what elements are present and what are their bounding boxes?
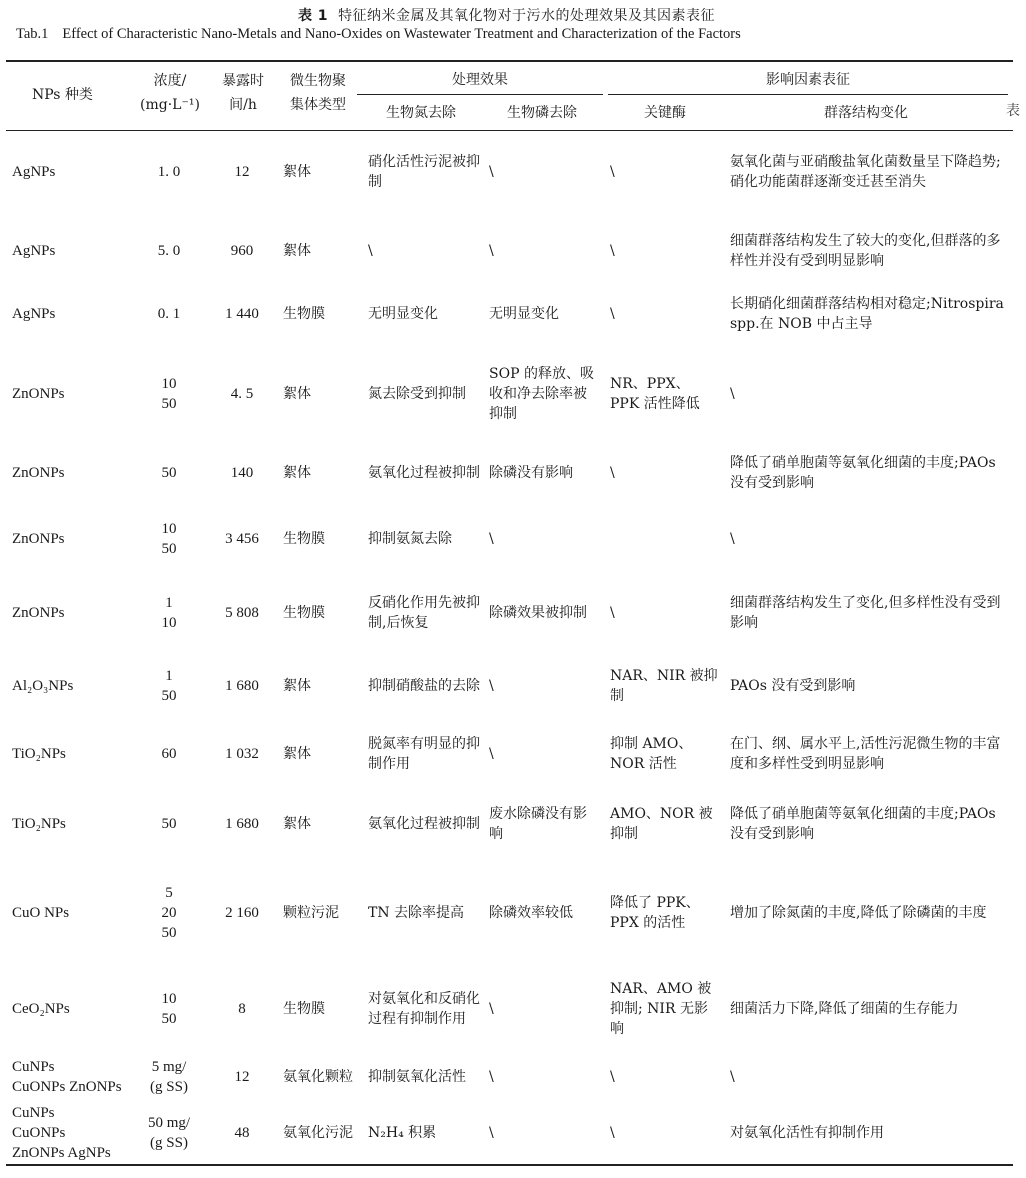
- table-cell-type: [283, 654, 361, 718]
- table-cell-np: [12, 208, 122, 294]
- cell-text: 颗粒污泥: [283, 905, 339, 921]
- header-bottom-rule: [6, 130, 1013, 131]
- header-treatment-effect: 处理效果: [452, 72, 508, 88]
- table-cell-community: [730, 1050, 1006, 1104]
- table-row: [0, 440, 1013, 506]
- table-cell-n: [368, 968, 480, 1050]
- table-cell-type: [283, 572, 361, 654]
- cell-text: TiO₂NPs: [12, 746, 66, 762]
- cell-text: 生物膜: [283, 1001, 325, 1017]
- cell-text: 抑制氨氮去除: [368, 531, 452, 547]
- cell-text: 增加了除氮菌的丰度,降低了除磷菌的丰度: [730, 905, 987, 921]
- table-cell-community: [730, 440, 1006, 506]
- table-cell-conc: [120, 1050, 218, 1104]
- cell-text: \: [610, 306, 615, 322]
- cell-text: \: [610, 1069, 615, 1085]
- cell-text: \: [489, 1001, 494, 1017]
- table-cell-time: [214, 572, 270, 654]
- cell-text: \: [489, 164, 494, 180]
- table-cell-n: [368, 718, 480, 790]
- cell-text: 絮体: [283, 746, 311, 762]
- table-cell-type: [283, 440, 361, 506]
- table-cell-community: [730, 718, 1006, 790]
- cell-text: \: [730, 1069, 735, 1085]
- table-cell-enzyme: [610, 858, 718, 968]
- cell-text: \: [610, 605, 615, 621]
- cell-text: 氨氧化过程被抑制: [368, 816, 480, 832]
- table-cell-p: [489, 718, 599, 790]
- cell-text: 降低了 PPK、PPX 的活性: [610, 895, 700, 931]
- table-cell-n: [368, 348, 480, 440]
- table-cell-np: [12, 136, 122, 208]
- table-cell-conc: [120, 858, 218, 968]
- cell-text: 氨氧化过程被抑制: [368, 465, 480, 481]
- cell-text: 1. 0: [157, 164, 181, 180]
- table-cell-community: [730, 968, 1006, 1050]
- cell-text: SOP 的释放、吸收和净去除率被抑制: [489, 366, 594, 422]
- table-caption-chinese: [0, 5, 1013, 25]
- table-cell-time: [214, 718, 270, 790]
- cell-text: CeO₂NPs: [12, 1001, 70, 1017]
- cell-text: 1 032: [225, 746, 259, 762]
- table-cell-community: [730, 506, 1006, 572]
- table-cell-time: [214, 1104, 270, 1162]
- cell-text: 3 456: [225, 531, 259, 547]
- table-cell-p: [489, 858, 599, 968]
- table-cell-community: [730, 858, 1006, 968]
- table-cell-n: [368, 790, 480, 858]
- table-cell-enzyme: [610, 136, 718, 208]
- table-cell-conc: [120, 348, 218, 440]
- table-cell-time: [214, 348, 270, 440]
- cell-text: CuNPs CuONPs ZnONPs: [12, 1059, 122, 1095]
- header-exposure-line2: 间/h: [229, 97, 257, 113]
- cell-text: \: [610, 465, 615, 481]
- table-row: [0, 858, 1013, 968]
- cell-text: 5 mg/ (g SS): [150, 1059, 188, 1095]
- table-cell-enzyme: [610, 440, 718, 506]
- cell-text: CuO NPs: [12, 905, 70, 921]
- table-cell-n: [368, 208, 480, 294]
- table-number-en: Tab.1: [16, 26, 49, 42]
- cell-text: Al₂O₃NPs: [12, 678, 74, 694]
- table-cell-p: [489, 348, 599, 440]
- table-cell-conc: [120, 286, 218, 342]
- table-cell-p: [489, 286, 599, 342]
- cell-text: \: [730, 531, 735, 547]
- cell-text: AgNPs: [12, 306, 56, 322]
- table-cell-p: [489, 790, 599, 858]
- table-cell-enzyme: [610, 1104, 718, 1162]
- cell-text: 5. 0: [157, 243, 181, 259]
- cell-text: 反硝化作用先被抑制,后恢复: [368, 595, 480, 631]
- table-cell-p: [489, 1104, 599, 1162]
- table-cell-n: [368, 1104, 480, 1162]
- cell-text: 氮去除受到抑制: [368, 386, 466, 402]
- table-cell-type: [283, 286, 361, 342]
- cell-text: 在门、纲、属水平上,活性污泥微生物的丰富度和多样性受到明显影响: [730, 736, 1001, 772]
- cell-text: 对氨氧化和反硝化过程有抑制作用: [368, 991, 480, 1027]
- cell-text: NAR、AMO 被抑制; NIR 无影响: [610, 981, 712, 1037]
- cell-text: 生物膜: [283, 306, 325, 322]
- table-cell-np: [12, 718, 122, 790]
- header-key-enzyme: 关键酶: [644, 105, 686, 121]
- table-top-rule: [6, 60, 1013, 62]
- table-cell-conc: [120, 440, 218, 506]
- cell-text: 生物膜: [283, 605, 325, 621]
- cell-text: 4. 5: [230, 386, 254, 402]
- cell-text: NAR、NIR 被抑制: [610, 668, 718, 704]
- cell-text: \: [610, 1125, 615, 1141]
- cell-text: 1 10: [161, 595, 177, 631]
- cell-text: 2 160: [225, 905, 259, 921]
- cell-text: 10 50: [161, 991, 177, 1027]
- table-cell-time: [214, 506, 270, 572]
- cell-text: TiO₂NPs: [12, 816, 66, 832]
- table-cell-community: [730, 208, 1006, 294]
- cell-text: 50: [161, 816, 177, 832]
- table-cell-np: [12, 506, 122, 572]
- table-row: [0, 1050, 1013, 1104]
- cell-text: AgNPs: [12, 164, 56, 180]
- table-cell-community: [730, 286, 1006, 342]
- header-concentration-line2: (mg·L⁻¹): [140, 97, 200, 113]
- cell-text: \: [610, 164, 615, 180]
- table-cell-np: [12, 654, 122, 718]
- cell-text: ZnONPs: [12, 465, 65, 481]
- table-cell-time: [214, 208, 270, 294]
- header-community-change: 群落结构变化: [824, 105, 908, 121]
- cell-text: 细菌群落结构发生了变化,但多样性没有受到影响: [730, 595, 1001, 631]
- table-cell-enzyme: [610, 286, 718, 342]
- cell-text: 10 50: [161, 376, 177, 412]
- treatment-group-rule: [357, 94, 603, 95]
- table-cell-conc: [120, 790, 218, 858]
- table-cell-np: [12, 1104, 122, 1162]
- table-cell-np: [12, 572, 122, 654]
- table-cell-p: [489, 968, 599, 1050]
- cell-text: \: [368, 243, 373, 259]
- table-cell-np: [12, 858, 122, 968]
- table-row: [0, 286, 1013, 342]
- table-cell-enzyme: [610, 506, 718, 572]
- table-cell-n: [368, 858, 480, 968]
- cell-text: 废水除磷没有影响: [489, 806, 587, 842]
- cell-text: NR、PPX、PPK 活性降低: [610, 376, 700, 412]
- cell-text: 氨氧化菌与亚硝酸盐氧化菌数量呈下降趋势;硝化功能菌群逐渐变迁甚至消失: [730, 154, 1001, 190]
- table-cell-enzyme: [610, 654, 718, 718]
- cell-text: 生物膜: [283, 531, 325, 547]
- cell-text: CuNPs CuONPs ZnONPs AgNPs: [12, 1105, 111, 1161]
- cell-text: 无明显变化: [368, 306, 438, 322]
- cell-text: 0. 1: [157, 306, 181, 322]
- cell-text: 降低了硝单胞菌等氨氧化细菌的丰度;PAOs 没有受到影响: [730, 455, 996, 491]
- cell-text: 对氨氧化活性有抑制作用: [730, 1125, 884, 1141]
- table-cell-type: [283, 968, 361, 1050]
- table-cell-conc: [120, 968, 218, 1050]
- table-cell-n: [368, 136, 480, 208]
- table-cell-time: [214, 440, 270, 506]
- table-cell-time: [214, 968, 270, 1050]
- table-cell-enzyme: [610, 572, 718, 654]
- table-row: [0, 208, 1013, 294]
- cell-text: \: [730, 386, 735, 402]
- cell-text: \: [489, 1125, 494, 1141]
- table-row: [0, 136, 1013, 208]
- table-row: [0, 506, 1013, 572]
- cell-text: 60: [161, 746, 177, 762]
- cell-text: 12: [234, 164, 250, 180]
- cell-text: 细菌群落结构发生了较大的变化,但群落的多样性并没有受到明显影响: [730, 233, 1001, 269]
- table-cell-time: [214, 136, 270, 208]
- table-cell-np: [12, 348, 122, 440]
- table-row: [0, 718, 1013, 790]
- cell-text: 氨氧化污泥: [283, 1125, 353, 1141]
- table-cell-type: [283, 1050, 361, 1104]
- table-cell-p: [489, 654, 599, 718]
- table-cell-type: [283, 136, 361, 208]
- table-row: [0, 790, 1013, 858]
- table-cell-np: [12, 440, 122, 506]
- table-cell-community: [730, 654, 1006, 718]
- cell-text: 絮体: [283, 678, 311, 694]
- cell-text: ZnONPs: [12, 386, 65, 402]
- cell-text: N₂H₄ 积累: [368, 1125, 437, 1141]
- cell-text: AgNPs: [12, 243, 56, 259]
- cell-text: \: [489, 531, 494, 547]
- table-caption-english: [16, 26, 1026, 43]
- table-cell-np: [12, 790, 122, 858]
- cell-text: 1 50: [161, 668, 177, 704]
- cell-text: TN 去除率提高: [368, 905, 465, 921]
- table-cell-community: [730, 348, 1006, 440]
- cell-text: 48: [234, 1125, 250, 1141]
- table-cell-time: [214, 858, 270, 968]
- table-cell-n: [368, 572, 480, 654]
- table-cell-p: [489, 1050, 599, 1104]
- table-cell-type: [283, 858, 361, 968]
- table-cell-n: [368, 506, 480, 572]
- cell-text: 50 mg/ (g SS): [147, 1115, 191, 1151]
- table-cell-p: [489, 572, 599, 654]
- clipped-header-fragment: 表: [1006, 103, 1020, 119]
- table-cell-np: [12, 968, 122, 1050]
- table-cell-community: [730, 1104, 1006, 1162]
- cell-text: 除磷效果被抑制: [489, 605, 587, 621]
- cell-text: \: [489, 678, 494, 694]
- header-exposure-line1: 暴露时: [222, 73, 264, 89]
- table-cell-p: [489, 440, 599, 506]
- header-influencing-factors: 影响因素表征: [766, 72, 850, 88]
- table-cell-enzyme: [610, 208, 718, 294]
- table-cell-conc: [120, 1104, 218, 1162]
- table-cell-n: [368, 286, 480, 342]
- header-microbe-line2: 集体类型: [290, 97, 346, 113]
- cell-text: 抑制硝酸盐的去除: [368, 678, 480, 694]
- cell-text: 细菌活力下降,降低了细菌的生存能力: [730, 1001, 959, 1017]
- cell-text: AMO、NOR 被抑制: [610, 806, 713, 842]
- cell-text: 960: [230, 243, 254, 259]
- cell-text: ZnONPs: [12, 531, 65, 547]
- header-phosphorus-removal: 生物磷去除: [507, 105, 577, 121]
- cell-text: \: [489, 746, 494, 762]
- table-cell-enzyme: [610, 718, 718, 790]
- table-cell-time: [214, 790, 270, 858]
- table-cell-n: [368, 654, 480, 718]
- table-cell-p: [489, 208, 599, 294]
- table-cell-community: [730, 790, 1006, 858]
- cell-text: 长期硝化细菌群落结构相对稳定;Nitrospira spp.在 NOB 中占主导: [730, 296, 1004, 332]
- table-number-cn: 表 1: [297, 8, 329, 24]
- cell-text: 脱氮率有明显的抑制作用: [368, 736, 480, 772]
- table-cell-enzyme: [610, 790, 718, 858]
- table-cell-type: [283, 506, 361, 572]
- cell-text: PAOs 没有受到影响: [730, 678, 856, 694]
- table-title-en: Effect of Characteristic Nano-Metals and Nano-Oxides on Wastewater Treatment and Characterization of the Factors: [62, 26, 741, 42]
- cell-text: 无明显变化: [489, 306, 559, 322]
- header-microbe-line1: 微生物聚: [290, 73, 346, 89]
- table-cell-community: [730, 136, 1006, 208]
- table-cell-time: [214, 654, 270, 718]
- table-cell-community: [730, 572, 1006, 654]
- table-cell-enzyme: [610, 348, 718, 440]
- table-cell-p: [489, 506, 599, 572]
- cell-text: \: [610, 243, 615, 259]
- table-cell-p: [489, 136, 599, 208]
- cell-text: 絮体: [283, 243, 311, 259]
- table-cell-np: [12, 286, 122, 342]
- factors-group-rule: [608, 94, 1008, 95]
- table-row: [0, 572, 1013, 654]
- table-cell-conc: [120, 208, 218, 294]
- table-cell-type: [283, 208, 361, 294]
- cell-text: 1 680: [225, 678, 259, 694]
- cell-text: \: [489, 1069, 494, 1085]
- cell-text: 絮体: [283, 386, 311, 402]
- table-cell-enzyme: [610, 968, 718, 1050]
- table-cell-type: [283, 348, 361, 440]
- cell-text: 50: [161, 465, 177, 481]
- cell-text: 氨氧化颗粒: [283, 1069, 353, 1085]
- cell-text: 除磷没有影响: [489, 465, 573, 481]
- table-row: [0, 1104, 1013, 1162]
- table-cell-conc: [120, 506, 218, 572]
- table-cell-time: [214, 286, 270, 342]
- cell-text: 12: [234, 1069, 250, 1085]
- table-cell-type: [283, 790, 361, 858]
- cell-text: 140: [230, 465, 254, 481]
- cell-text: 除磷效率较低: [489, 905, 573, 921]
- table-cell-type: [283, 718, 361, 790]
- table-cell-conc: [120, 654, 218, 718]
- cell-text: 抑制 AMO、NOR 活性: [610, 736, 693, 772]
- cell-text: 抑制氨氧化活性: [368, 1069, 466, 1085]
- cell-text: 10 50: [161, 521, 177, 557]
- table-cell-type: [283, 1104, 361, 1162]
- cell-text: 絮体: [283, 164, 311, 180]
- table-cell-conc: [120, 718, 218, 790]
- table-row: [0, 348, 1013, 440]
- cell-text: \: [489, 243, 494, 259]
- table-cell-n: [368, 440, 480, 506]
- header-concentration-line1: 浓度/: [153, 73, 187, 89]
- header-nitrogen-removal: 生物氮去除: [386, 105, 456, 121]
- cell-text: 降低了硝单胞菌等氨氧化细菌的丰度;PAOs 没有受到影响: [730, 806, 996, 842]
- table-cell-n: [368, 1050, 480, 1104]
- cell-text: 絮体: [283, 816, 311, 832]
- cell-text: 8: [238, 1001, 246, 1017]
- header-np-type: NPs 种类: [32, 87, 93, 103]
- cell-text: 5 20 50: [161, 885, 177, 941]
- table-row: [0, 968, 1013, 1050]
- table-cell-time: [214, 1050, 270, 1104]
- table-cell-enzyme: [610, 1050, 718, 1104]
- cell-text: 5 808: [225, 605, 259, 621]
- cell-text: ZnONPs: [12, 605, 65, 621]
- cell-text: 1 440: [225, 306, 259, 322]
- table-cell-conc: [120, 136, 218, 208]
- table-row: [0, 654, 1013, 718]
- cell-text: 硝化活性污泥被抑制: [368, 154, 480, 190]
- cell-text: 絮体: [283, 465, 311, 481]
- table-cell-np: [12, 1050, 122, 1104]
- table-bottom-rule: [6, 1164, 1013, 1166]
- table-title-cn: 特征纳米金属及其氧化物对于污水的处理效果及其因素表征: [338, 8, 716, 24]
- table-cell-conc: [120, 572, 218, 654]
- cell-text: 1 680: [225, 816, 259, 832]
